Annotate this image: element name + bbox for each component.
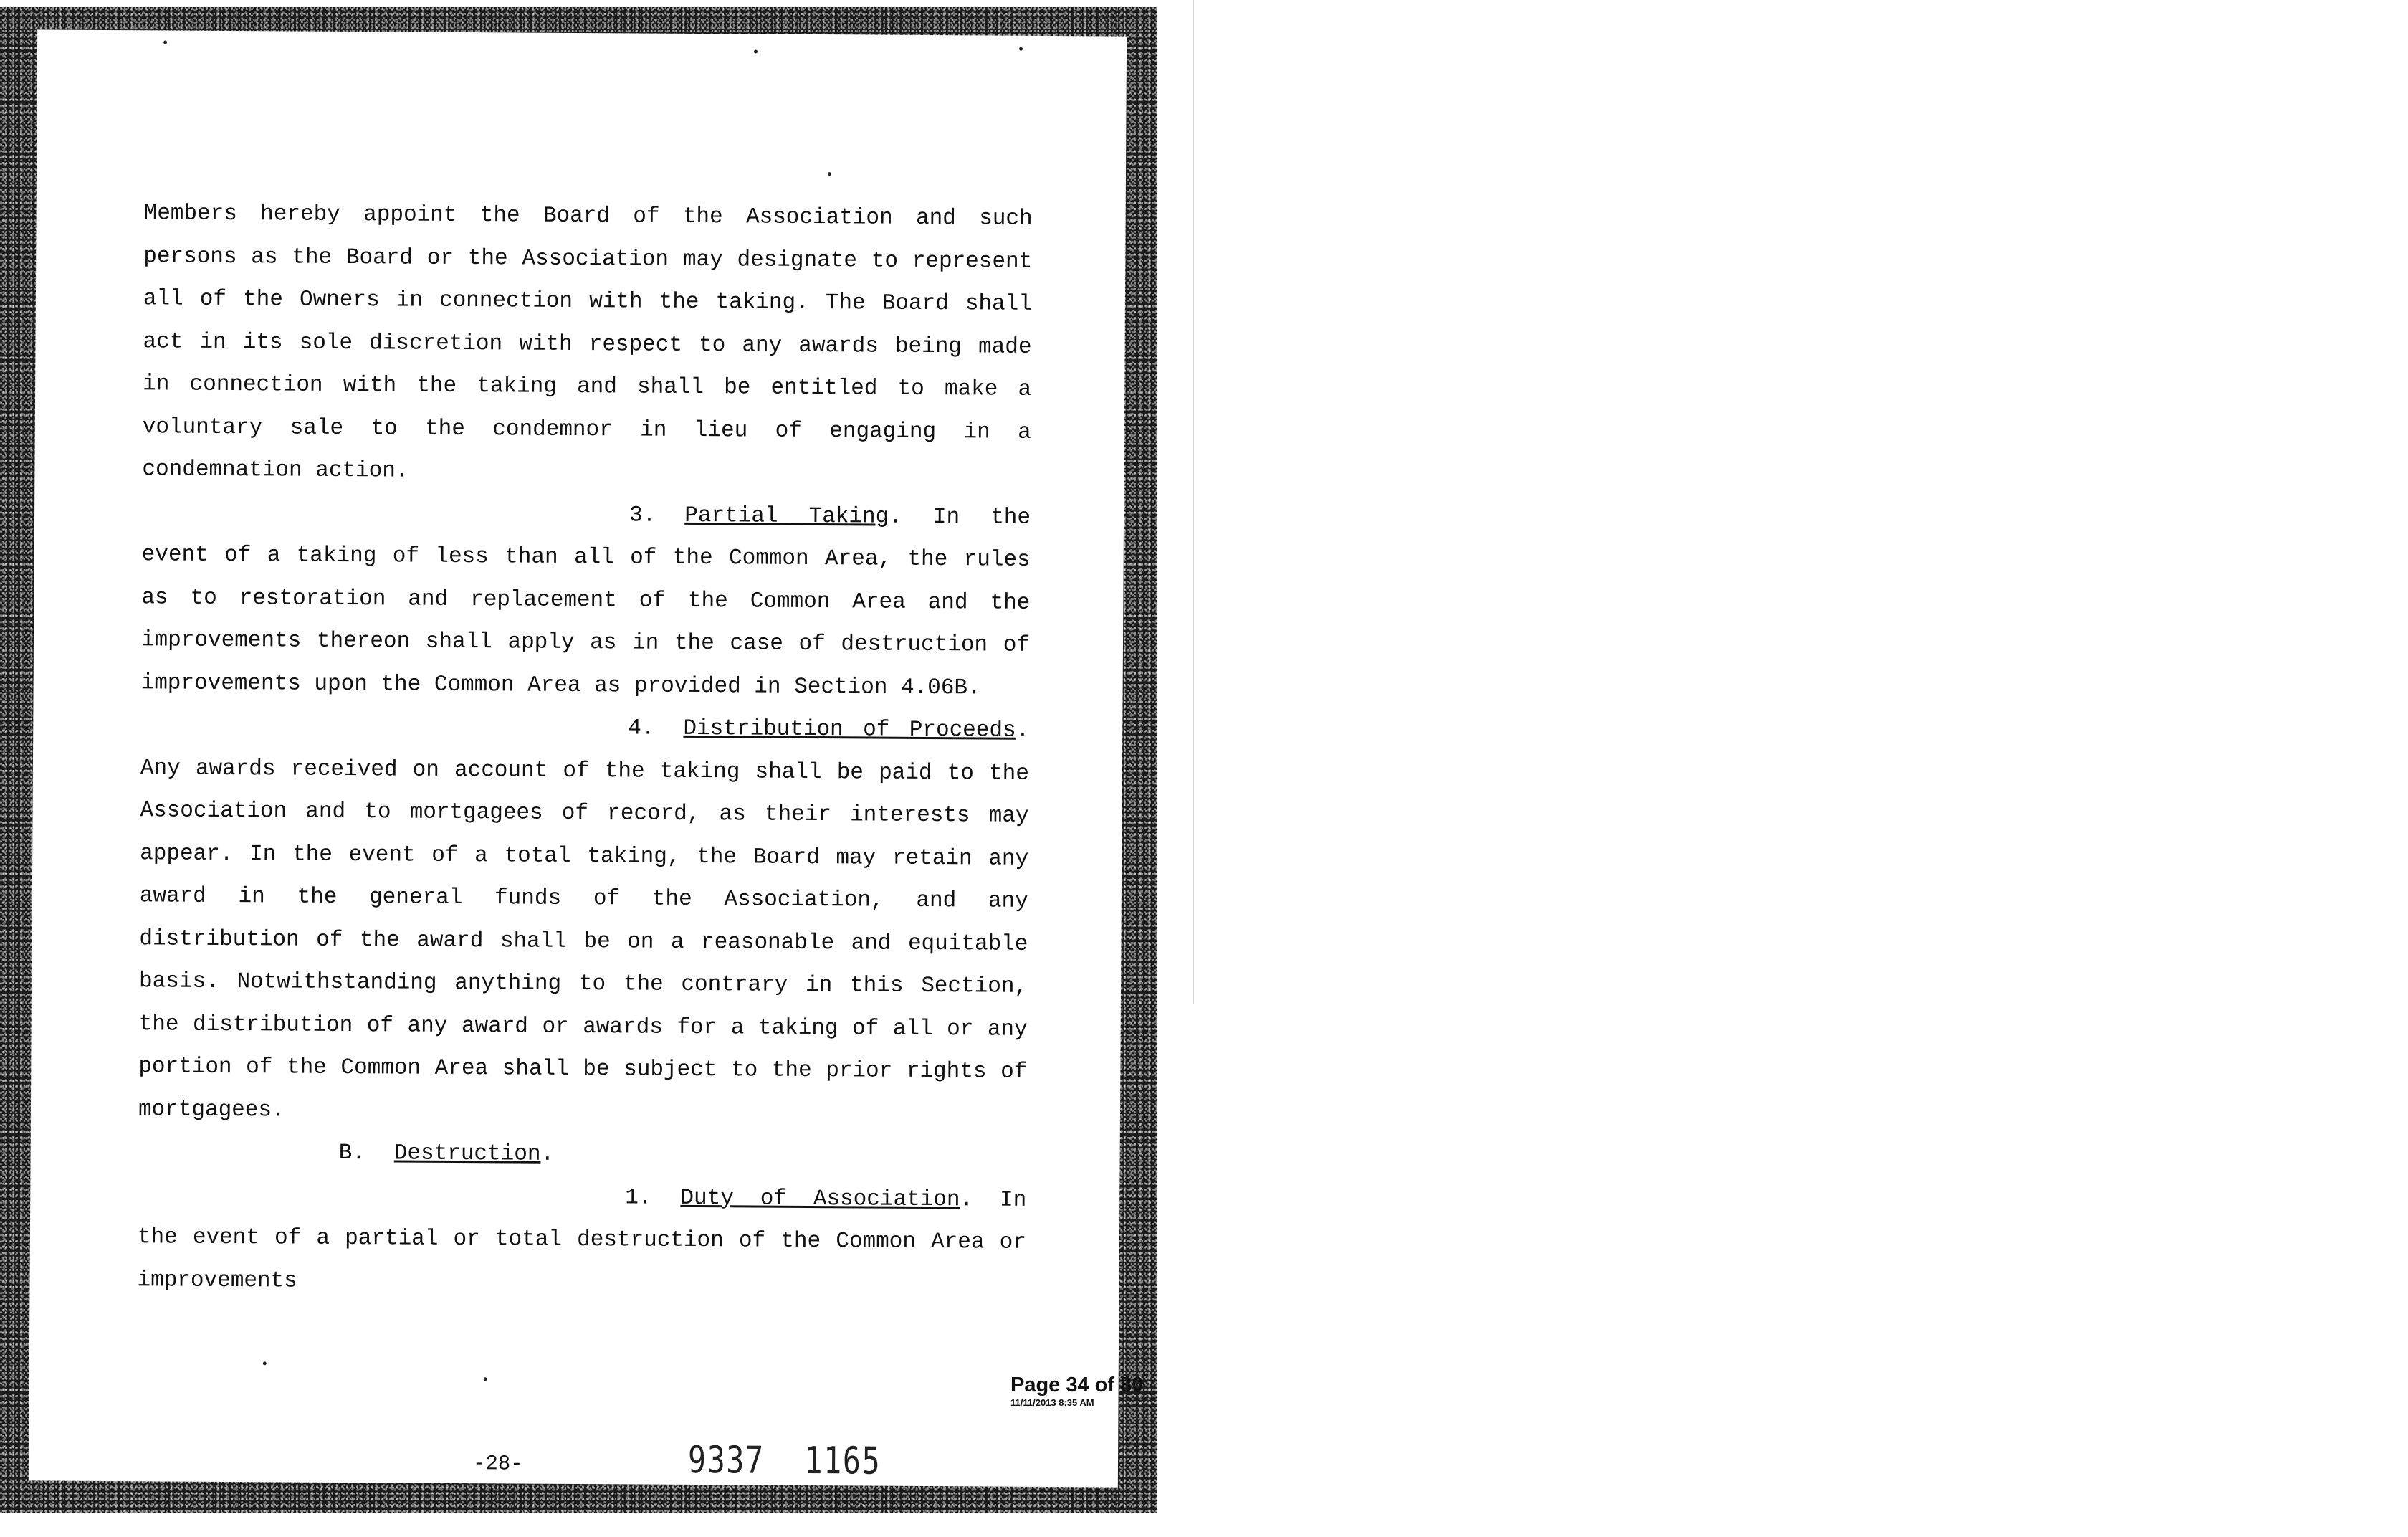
scan-speck [1019, 47, 1023, 51]
recorder-stamp [1010, 1374, 1143, 1408]
section-number: 4. [628, 715, 655, 741]
section-heading: Duty of Association [680, 1185, 960, 1212]
section-number: 3. [629, 502, 656, 528]
section-duty-of-association [137, 1174, 1026, 1307]
section-heading: Partial Taking [684, 503, 889, 530]
subheading-suffix: . [540, 1141, 555, 1167]
stamp-datetime: 11/11/2013 8:35 AM [1010, 1397, 1094, 1408]
scan-speck [828, 172, 831, 176]
scan-speck [163, 40, 167, 44]
scan-divider [1193, 0, 1194, 1004]
section-heading: Distribution of Proceeds [683, 715, 1016, 743]
section-distribution-of-proceeds [138, 704, 1030, 1136]
scan-speck [754, 49, 758, 53]
book-page-stamp [688, 1439, 882, 1483]
document-body [137, 192, 1032, 1307]
subheading-title: Destruction [393, 1141, 541, 1167]
scan-speck [263, 1361, 267, 1365]
paragraph-condemnation-representation: Members hereby appoint the Board of the Association and such persons as the Board or the Association may designate to represent all of the Owners in connection with the taking. The Board shall act in its sole discretion with respect to any awards being made in connection with the taking and shall be entitled to make a voluntary sale to the condemnor in lieu of engaging in a condemnation action. [142, 201, 1033, 484]
book-number: 9337 [687, 1438, 765, 1483]
subheading-destruction [138, 1131, 1026, 1179]
document-page [29, 29, 1127, 1487]
section-number: 1. [625, 1184, 652, 1211]
section-text: . Any awards received on account of the taking shall be paid to the Association and to mortgagees of record, as their interests may appear. In the event of a total taking, the Board may retain any award in the general funds of the Association, and any distribution of the award shall be on a reasonable and equitable basis. Notwithstanding anything to the contrary in this Section, the distribution of any award or awards for a taking of all or any portion of the Common Area shall be subject to the prior rights of mortgagees. [138, 718, 1030, 1123]
page-stamp-number: 1165 [804, 1439, 882, 1483]
section-text: . In the event of a taking of less than all of the Common Area, the rules as to restoration and replacement of the Common Area and the improvements thereon shall apply as in the case of destruction of improvements upon the Common Area as provided in Section 4.06B. [140, 504, 1031, 700]
page-number: -28- [472, 1452, 523, 1476]
subheading-letter: B. [338, 1140, 366, 1166]
section-partial-taking [140, 491, 1031, 710]
stamp-page-label: Page 34 of 80 [1010, 1374, 1144, 1396]
scan-speck [484, 1377, 487, 1381]
section-text: . In the event of a partial or total destruction of the Common Area or improvements [137, 1186, 1027, 1294]
